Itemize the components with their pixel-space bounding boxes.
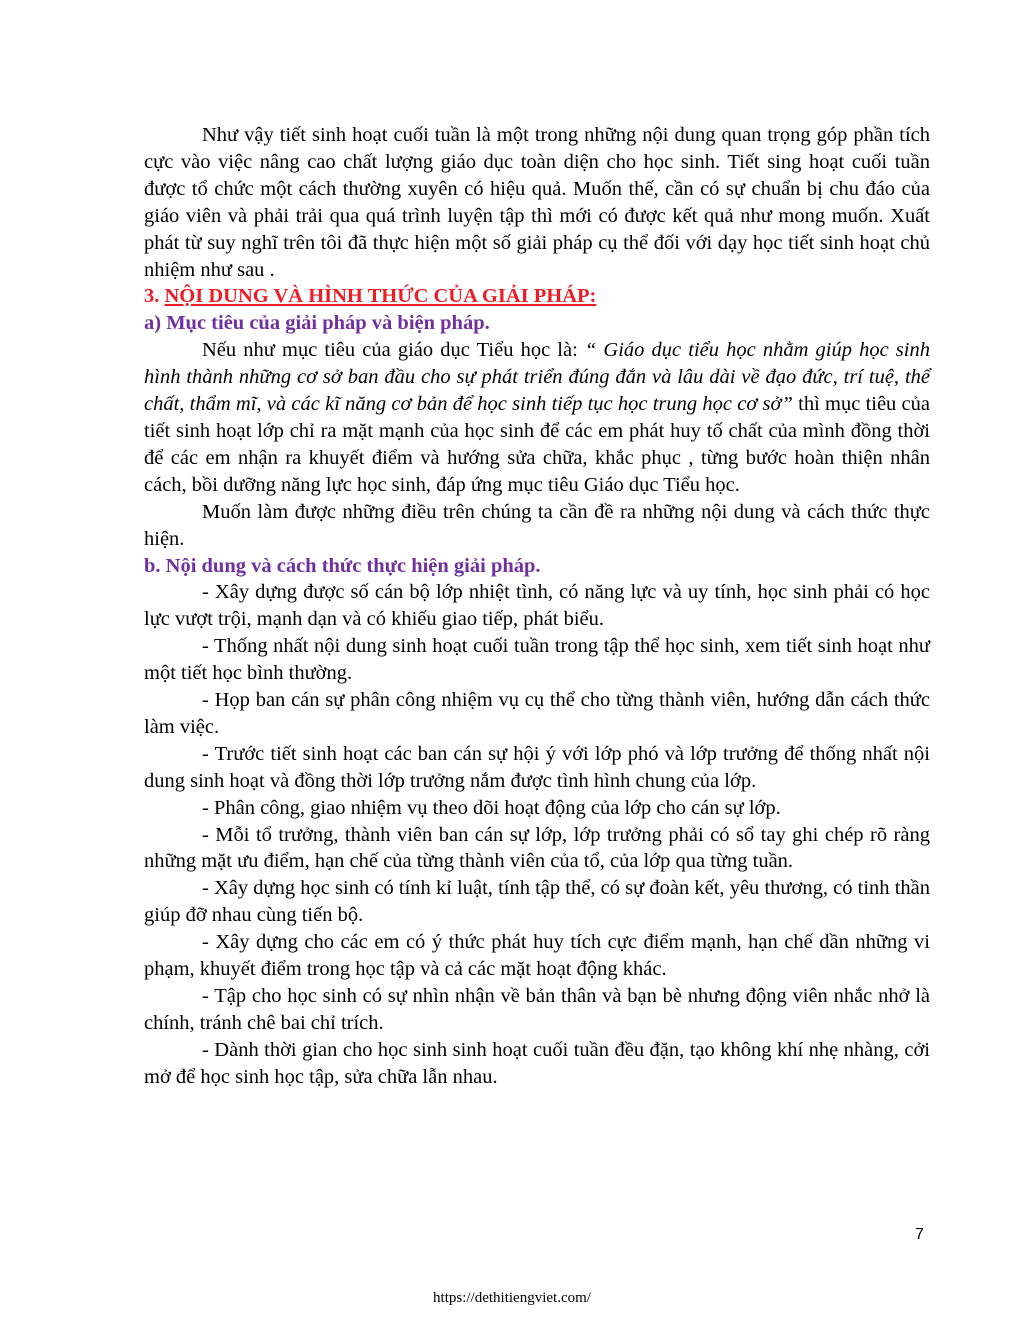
bullet-item: - Xây dựng được số cán bộ lớp nhiệt tình, có năng lực và uy tính, học sinh phải có học lực vượt trội, mạnh dạn và có khiếu giao tiếp, phát biểu.: [144, 581, 930, 631]
subheading-a: a) Mục tiêu của giải pháp và biện pháp.: [144, 312, 490, 335]
subheading-b: b. Nội dung và cách thức thực hiện giải pháp.: [144, 554, 541, 577]
bullet-item: - Thống nhất nội dung sinh hoạt cuối tuần trong tập thể học sinh, xem tiết sinh hoạt như một tiết học bình thường.: [144, 635, 930, 685]
objective-rest: thì mục tiêu của tiết sinh hoạt lớp chỉ ra mặt mạnh của học sinh để các em phát huy tố chất của mình đồng thời để các em nhận ra khuyết điểm và hướng sửa chữa, khắc phục , từng bước hoàn thiện nhân cách, bồi dưỡng năng lực học sinh, đáp ứng mục tiêu Giáo dục Tiểu học.: [144, 393, 931, 496]
page-content: [144, 122, 930, 1091]
bullet-item: - Dành thời gian cho học sinh sinh hoạt cuối tuần đều đặn, tạo không khí nhẹ nhàng, cởi mở để học sinh học tập, sửa chữa lẫn nhau.: [144, 1038, 930, 1088]
objective-intro: Nếu như mục tiêu của giáo dục Tiểu học là:: [202, 339, 585, 362]
bullet-item: - Xây dựng học sinh có tính kỉ luật, tính tập thể, có sự đoàn kết, yêu thương, có tinh thần giúp đỡ nhau cùng tiến bộ.: [144, 877, 930, 927]
bullet-item: - Phân công, giao nhiệm vụ theo dõi hoạt động của lớp cho cán sự lớp.: [202, 796, 781, 819]
bullet-item: - Xây dựng cho các em có ý thức phát huy tích cực điểm mạnh, hạn chế dần những vi phạm, khuyết điểm trong học tập và cả các mặt hoạt động khác.: [144, 931, 930, 981]
objective-quote: “ Giáo dục tiểu học nhằm giúp học sinh hình thành những cơ sở ban đầu cho sự phát triển đúng đắn và lâu dài về đạo đức, trí tuệ, thể chất, thẩm mĩ, và các kĩ năng cơ bản để học sinh tiếp tục học trung học cơ sở”: [144, 339, 930, 416]
intro-paragraph: Như vậy tiết sinh hoạt cuối tuần là một trong những nội dung quan trọng góp phần tích cực vào việc nâng cao chất lượng giáo dục toàn diện cho học sinh. Tiết sing hoạt cuối tuần được tổ chức một cách thường xuyên có hiệu quả. Muốn thế, cần có sự chuẩn bị chu đáo của giáo viên và phải trải qua quá trình luyện tập thì mới có được kết quả như mong muốn. Xuất phát từ suy nghĩ trên tôi đã thực hiện một số giải pháp cụ thể đối với dạy học tiết sinh hoạt chủ nhiệm như sau .: [144, 124, 930, 281]
section-number: 3.: [144, 285, 165, 308]
bullet-item: - Trước tiết sinh hoạt các ban cán sự hội ý với lớp phó và lớp trưởng để thống nhất nội dung sinh hoạt và đồng thời lớp trưởng nắm được tình hình chung của lớp.: [144, 742, 930, 792]
bullet-item: - Mỗi tổ trưởng, thành viên ban cán sự lớp, lớp trưởng phải có sổ tay ghi chép rõ ràng những mặt ưu điểm, hạn chế của từng thành viên của tổ, của lớp qua từng tuần.: [144, 823, 930, 873]
transition-paragraph: Muốn làm được những điều trên chúng ta cần đề ra những nội dung và cách thức thực hiện.: [144, 500, 930, 550]
objective-paragraph: [144, 337, 930, 498]
section-title: NỘI DUNG VÀ HÌNH THỨC CỦA GIẢI PHÁP:: [164, 285, 597, 308]
bullet-item: - Họp ban cán sự phân công nhiệm vụ cụ thể cho từng thành viên, hướng dẫn cách thức làm việc.: [144, 689, 930, 738]
page-number: 7: [915, 1226, 924, 1243]
section-heading: [144, 283, 930, 310]
footer-url[interactable]: https://dethitiengviet.com/: [433, 1290, 591, 1306]
bullet-item: - Tập cho học sinh có sự nhìn nhận về bản thân và bạn bè nhưng động viên nhắc nhở là chính, tránh chê bai chỉ trích.: [144, 985, 930, 1034]
